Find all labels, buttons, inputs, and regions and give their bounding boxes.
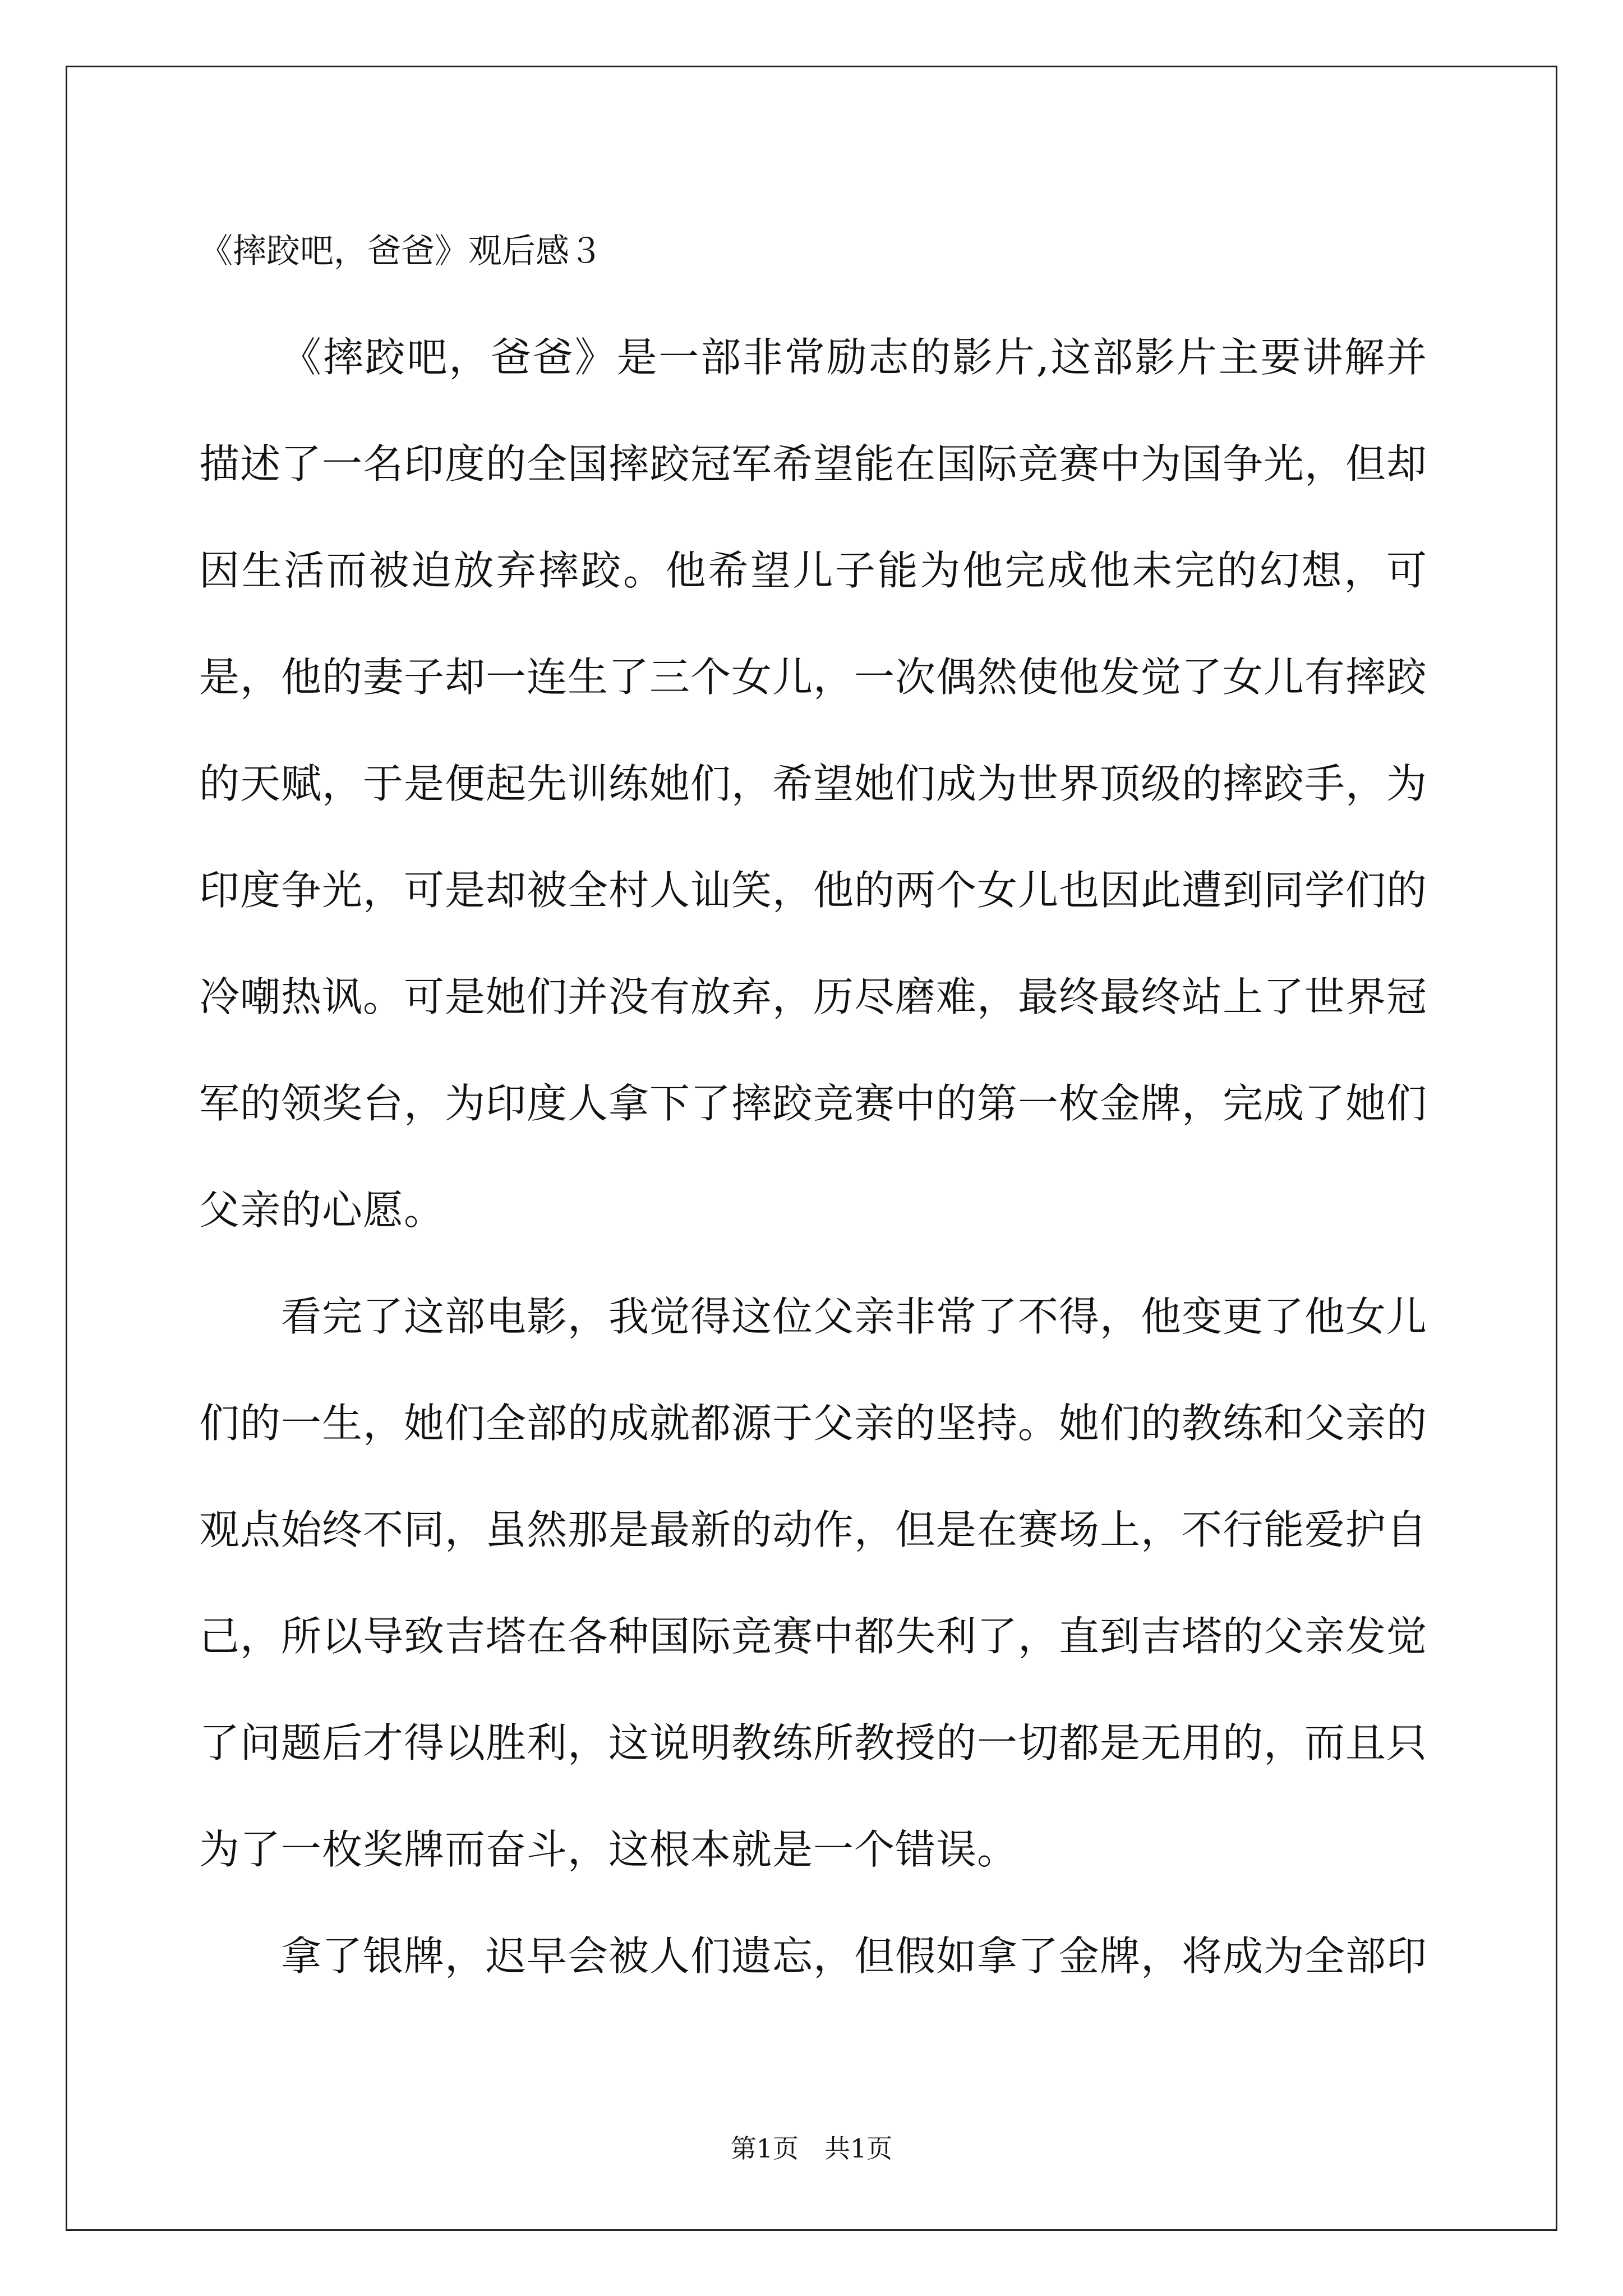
document-title: 《摔跤吧，爸爸》观后感３	[199, 232, 603, 271]
paragraph-3: 拿了银牌，迟早会被人们遗忘，但假如拿了金牌，将成为全部印	[281, 1932, 1428, 1980]
document-body	[199, 219, 1427, 2009]
paragraph-1: 《摔跤吧，爸爸》是一部非常励志的影片,这部影片主要讲解并描述了一名印度的全国摔跤冠军希望能在国际竞赛中为国争光，但却因生活而被迫放弃摔跤。他希望儿子能为他完成他未完的幻想，可是，他的妻子却一连生了三个女儿，一次偶然使他发觉了女儿有摔跤的天赋，于是便起先训练她们，希望她们成为世界顶级的摔跤手，为印度争光，可是却被全村人讪笑，他的两个女儿也因此遭到同学们的冷嘲热讽。可是她们并没有放弃，历尽磨难，最终最终站上了世界冠军的领奖台，为印度人拿下了摔跤竞赛中的第一枚金牌，完成了她们父亲的心愿。	[199, 334, 1428, 1234]
paragraph-2: 看完了这部电影，我觉得这位父亲非常了不得，他变更了他女儿们的一生，她们全部的成就都源于父亲的坚持。她们的教练和父亲的观点始终不同，虽然那是最新的动作，但是在赛场上，不行能爱护自己，所以导致吉塔在各种国际竞赛中都失利了，直到吉塔的父亲发觉了问题后才得以胜利，这说明教练所教授的一切都是无用的，而且只为了一枚奖牌而奋斗，这根本就是一个错误。	[199, 1293, 1428, 1873]
page-footer: 第1页 共1页	[730, 2133, 893, 2164]
